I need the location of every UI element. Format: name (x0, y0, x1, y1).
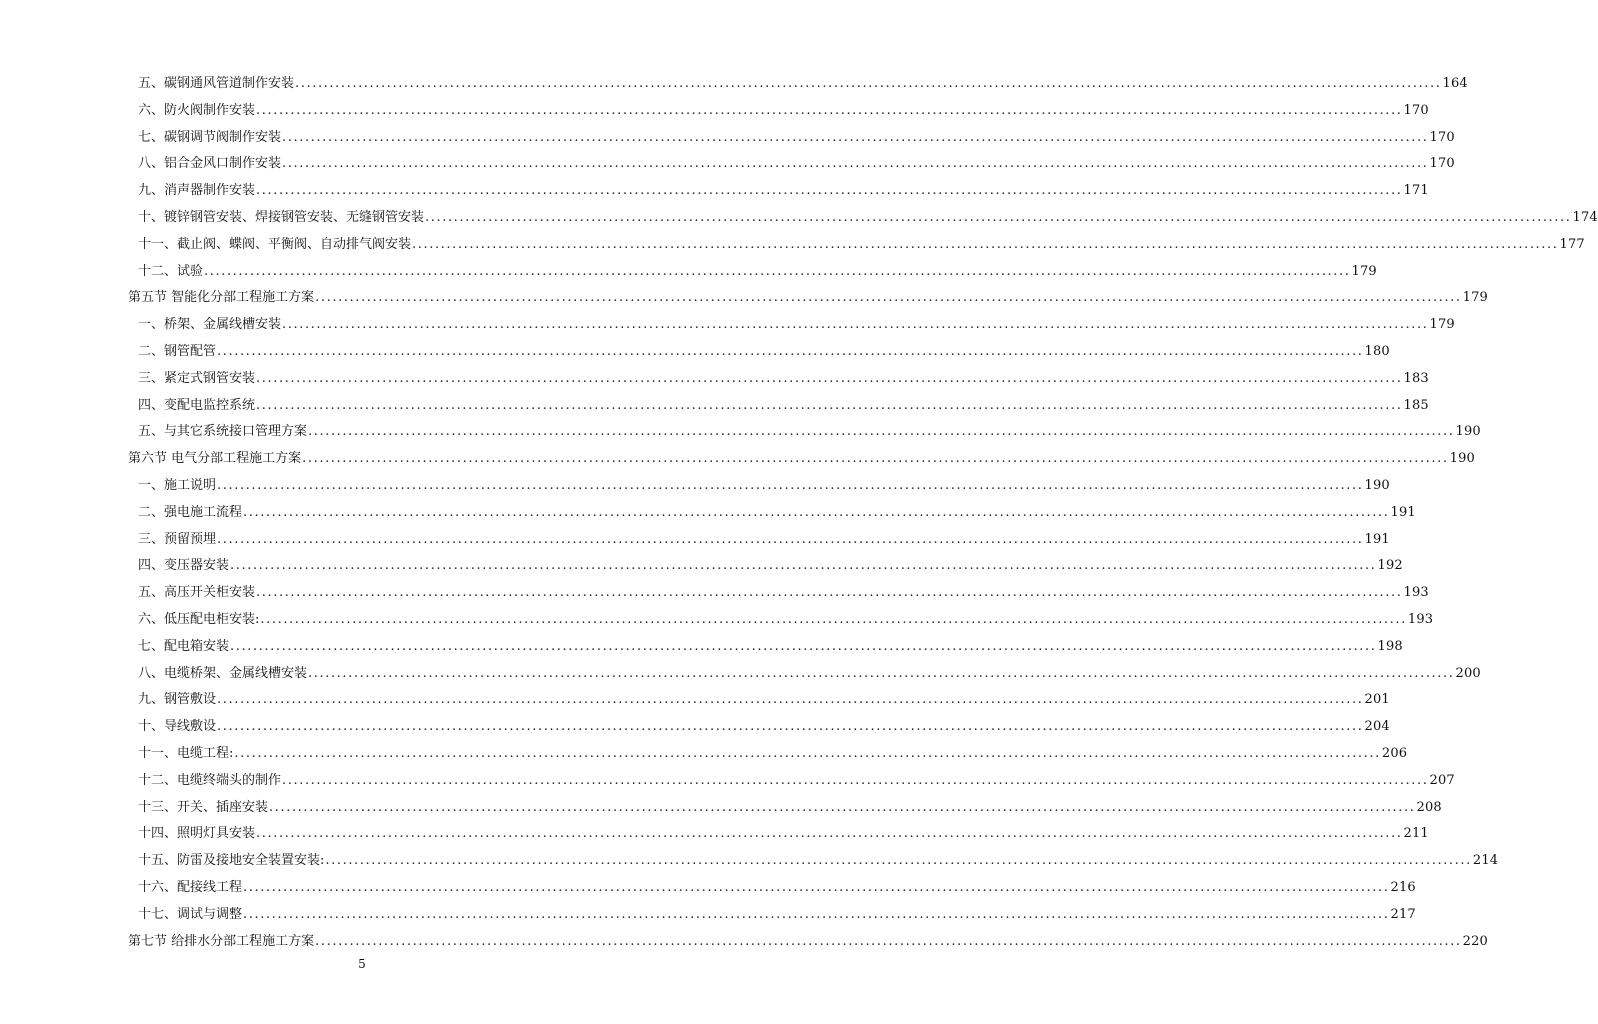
toc-entry[interactable] (128, 339, 1390, 366)
toc-entry-page: 183 (1403, 370, 1429, 386)
toc-entry-page: 217 (1390, 906, 1416, 922)
toc-entry-title: 六、低压配电柜安装: (138, 611, 260, 627)
toc-entry-title: 二、钢管配管 (138, 343, 217, 359)
toc-section-entry[interactable] (128, 929, 1489, 956)
toc-dot-leader: ........................................................................................................................................................................................................ (217, 719, 1364, 735)
toc-entry[interactable] (128, 259, 1377, 286)
toc-entry-title: 十二、试验 (138, 263, 204, 279)
toc-dot-leader: ........................................................................................................................................................................................................ (256, 102, 1403, 118)
toc-entry-title: 第五节 智能化分部工程施工方案 (128, 290, 315, 306)
toc-entry[interactable] (128, 607, 1434, 634)
toc-dot-leader: ........................................................................................................................................................................................................ (243, 879, 1390, 895)
toc-entry-page: 220 (1462, 933, 1489, 949)
toc-dot-leader: ........................................................................................................................................................................................................ (282, 156, 1429, 172)
toc-entry[interactable] (128, 634, 1403, 661)
toc-entry-page: 191 (1364, 531, 1390, 547)
toc-entry[interactable] (128, 71, 1468, 98)
toc-entry-title: 四、变配电监控系统 (138, 397, 256, 413)
toc-dot-leader: ........................................................................................................................................................................................................ (234, 745, 1381, 761)
toc-entry-title: 八、电缆桥架、金属线槽安装 (138, 665, 308, 681)
toc-entry[interactable] (128, 473, 1390, 500)
toc-dot-leader: ........................................................................................................................................................................................................ (269, 799, 1416, 815)
toc-entry[interactable] (128, 205, 1598, 232)
toc-entry-title: 一、桥架、金属线槽安装 (138, 317, 282, 333)
toc-entry[interactable] (128, 687, 1390, 714)
toc-entry-title: 五、高压开关柜安装 (138, 585, 256, 601)
toc-entry-page: 206 (1381, 745, 1408, 761)
toc-dot-leader: ........................................................................................................................................................................................................ (315, 933, 1462, 949)
toc-entry-page: 198 (1377, 638, 1403, 654)
toc-entry[interactable] (128, 848, 1499, 875)
toc-entry[interactable] (128, 875, 1416, 902)
toc-entry-title: 一、施工说明 (138, 477, 217, 493)
toc-dot-leader: ........................................................................................................................................................................................................ (282, 317, 1429, 333)
toc-entry-page: 190 (1449, 451, 1476, 467)
toc-entry-page: 177 (1559, 236, 1585, 252)
toc-entry[interactable] (128, 821, 1429, 848)
toc-entry-title: 第六节 电气分部工程施工方案 (128, 451, 302, 467)
toc-entry-page: 171 (1403, 183, 1429, 199)
toc-entry-page: 190 (1364, 477, 1390, 493)
toc-entry[interactable] (128, 312, 1455, 339)
toc-dot-leader: ........................................................................................................................................................................................................ (204, 263, 1351, 279)
toc-dot-leader: ........................................................................................................................................................................................................ (425, 209, 1572, 225)
toc-dot-leader: ........................................................................................................................................................................................................ (295, 76, 1442, 91)
toc-entry[interactable] (128, 232, 1585, 259)
toc-entry-page: 191 (1390, 504, 1416, 520)
toc-entry-title: 十三、开关、插座安装 (138, 799, 269, 815)
toc-entry[interactable] (128, 178, 1429, 205)
table-of-contents (128, 71, 1598, 955)
toc-dot-leader: ........................................................................................................................................................................................................ (256, 370, 1403, 386)
toc-dot-leader: ........................................................................................................................................................................................................ (308, 665, 1455, 681)
toc-section-entry[interactable] (128, 285, 1489, 312)
toc-entry-title: 十四、照明灯具安装 (138, 826, 256, 842)
toc-dot-leader: ........................................................................................................................................................................................................ (217, 343, 1364, 359)
toc-entry-title: 八、铝合金风口制作安装 (138, 156, 282, 172)
toc-entry-page: 170 (1429, 156, 1455, 172)
toc-entry[interactable] (128, 741, 1408, 768)
toc-entry[interactable] (128, 125, 1455, 152)
toc-dot-leader: ........................................................................................................................................................................................................ (256, 585, 1403, 601)
toc-entry-page: 207 (1429, 772, 1455, 788)
toc-entry-page: 193 (1407, 611, 1434, 627)
toc-dot-leader: ........................................................................................................................................................................................................ (315, 290, 1462, 306)
toc-entry-page: 211 (1403, 826, 1429, 842)
toc-entry-page: 204 (1364, 719, 1390, 735)
toc-dot-leader: ........................................................................................................................................................................................................ (308, 424, 1455, 440)
toc-dot-leader: ........................................................................................................................................................................................................ (230, 558, 1377, 574)
toc-entry-title: 七、配电箱安装 (138, 638, 230, 654)
toc-entry-page: 170 (1403, 102, 1429, 118)
toc-entry-title: 五、碳钢通风管道制作安装 (138, 76, 295, 91)
toc-entry-page: 180 (1364, 343, 1390, 359)
toc-dot-leader: ........................................................................................................................................................................................................ (302, 451, 1449, 467)
toc-entry-page: 179 (1351, 263, 1377, 279)
toc-entry-title: 五、与其它系统接口管理方案 (138, 424, 308, 440)
toc-dot-leader: ........................................................................................................................................................................................................ (256, 826, 1403, 842)
toc-entry-page: 216 (1390, 879, 1416, 895)
toc-dot-leader: ........................................................................................................................................................................................................ (217, 477, 1364, 493)
toc-entry-page: 190 (1455, 424, 1481, 440)
toc-entry-page: 200 (1455, 665, 1481, 681)
toc-entry-title: 十二、电缆终端头的制作 (138, 772, 282, 788)
toc-entry[interactable] (128, 580, 1429, 607)
toc-dot-leader: ........................................................................................................................................................................................................ (230, 638, 1377, 654)
page-number: 5 (358, 957, 366, 971)
toc-entry[interactable] (128, 795, 1442, 822)
toc-dot-leader: ........................................................................................................................................................................................................ (256, 397, 1403, 413)
toc-dot-leader: ........................................................................................................................................................................................................ (243, 906, 1390, 922)
toc-entry-page: 193 (1403, 585, 1429, 601)
toc-entry-page: 179 (1429, 317, 1455, 333)
toc-entry-title: 九、消声器制作安装 (138, 183, 256, 199)
toc-dot-leader: ........................................................................................................................................................................................................ (217, 531, 1364, 547)
toc-entry-title: 十六、配接线工程 (138, 879, 243, 895)
toc-dot-leader: ........................................................................................................................................................................................................ (260, 611, 1407, 627)
toc-dot-leader: ........................................................................................................................................................................................................ (217, 692, 1364, 708)
toc-entry-title: 二、强电施工流程 (138, 504, 243, 520)
toc-entry-title: 十一、电缆工程: (138, 745, 234, 761)
toc-entry[interactable] (128, 714, 1390, 741)
toc-entry-page: 214 (1472, 853, 1499, 869)
toc-entry[interactable] (128, 661, 1481, 688)
toc-entry-page: 192 (1377, 558, 1403, 574)
toc-entry-title: 十、导线敷设 (138, 719, 217, 735)
toc-entry[interactable] (128, 366, 1429, 393)
toc-entry-title: 六、防火阀制作安装 (138, 102, 256, 118)
toc-entry-page: 164 (1442, 76, 1468, 91)
toc-section-entry[interactable] (128, 446, 1476, 473)
toc-entry[interactable] (128, 768, 1455, 795)
toc-entry[interactable] (128, 98, 1429, 125)
toc-entry-title: 七、碳钢调节阀制作安装 (138, 129, 282, 145)
toc-entry-title: 十七、调试与调整 (138, 906, 243, 922)
toc-dot-leader: ........................................................................................................................................................................................................ (256, 183, 1403, 199)
toc-dot-leader: ........................................................................................................................................................................................................ (412, 236, 1559, 252)
toc-dot-leader: ........................................................................................................................................................................................................ (282, 772, 1429, 788)
toc-entry[interactable] (128, 553, 1403, 580)
toc-entry-title: 三、紧定式钢管安装 (138, 370, 256, 386)
toc-entry[interactable] (128, 500, 1416, 527)
toc-entry-title: 九、钢管敷设 (138, 692, 217, 708)
toc-entry-page: 170 (1429, 129, 1455, 145)
toc-entry-page: 185 (1403, 397, 1429, 413)
toc-entry[interactable] (128, 419, 1481, 446)
toc-dot-leader: ........................................................................................................................................................................................................ (282, 129, 1429, 145)
toc-dot-leader: ........................................................................................................................................................................................................ (243, 504, 1390, 520)
toc-dot-leader: ........................................................................................................................................................................................................ (325, 853, 1472, 869)
toc-entry-title: 十五、防雷及接地安全装置安装: (138, 853, 325, 869)
toc-entry-title: 四、变压器安装 (138, 558, 230, 574)
toc-entry[interactable] (128, 151, 1455, 178)
toc-entry-title: 十、镀锌钢管安装、焊接钢管安装、无缝钢管安装 (138, 209, 425, 225)
toc-entry-page: 201 (1364, 692, 1390, 708)
toc-entry-title: 第七节 给排水分部工程施工方案 (128, 933, 315, 949)
toc-entry[interactable] (128, 902, 1416, 929)
toc-entry-page: 208 (1416, 799, 1442, 815)
toc-entry-title: 三、预留预埋 (138, 531, 217, 547)
toc-entry[interactable] (128, 527, 1390, 554)
toc-entry[interactable] (128, 393, 1429, 420)
toc-entry-page: 179 (1462, 290, 1489, 306)
toc-entry-page: 174 (1572, 209, 1598, 225)
toc-entry-title: 十一、截止阀、蝶阀、平衡阀、自动排气阀安装 (138, 236, 412, 252)
